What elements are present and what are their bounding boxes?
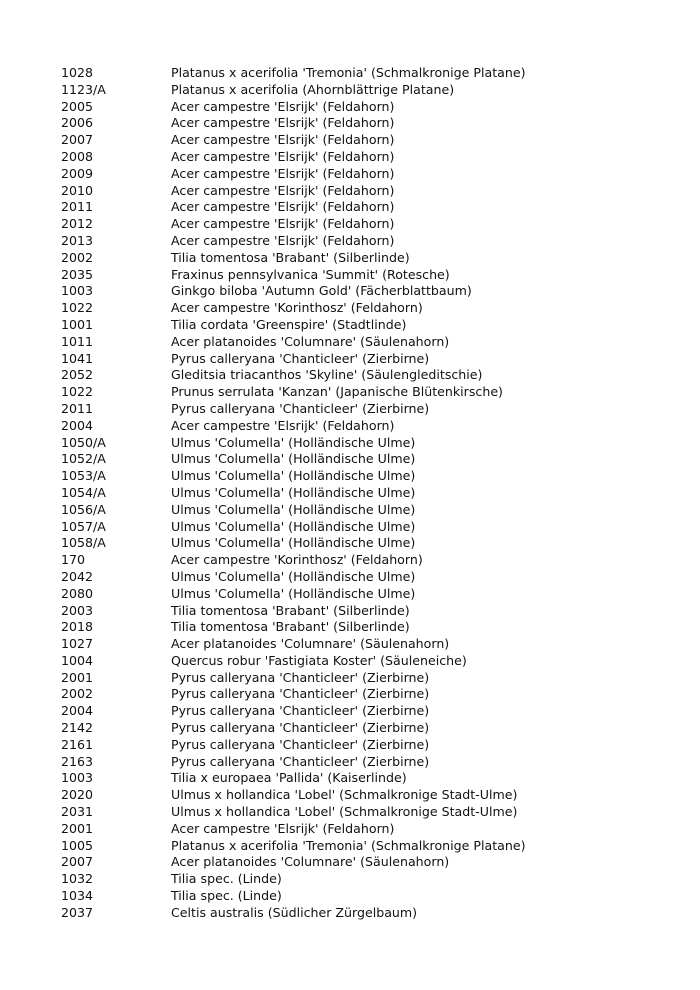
list-item: [61, 132, 681, 149]
tree-species: Celtis australis (Südlicher Zürgelbaum): [171, 904, 418, 920]
tree-id: 1032: [61, 871, 94, 887]
tree-id: 2052: [61, 367, 94, 383]
list-item: [61, 737, 681, 754]
tree-id: 2020: [61, 787, 94, 803]
list-item: [61, 283, 681, 300]
tree-id: 1028: [61, 65, 94, 80]
tree-id: 2080: [61, 585, 94, 601]
list-item: [61, 250, 681, 267]
list-item: [61, 267, 681, 284]
list-item: [61, 300, 681, 317]
tree-species: Platanus x acerifolia (Ahornblättrige Platane): [171, 81, 455, 97]
tree-id: 2007: [61, 854, 94, 870]
tree-id: 170: [61, 552, 86, 568]
tree-species: Acer campestre 'Elsrijk' (Feldahorn): [171, 98, 395, 114]
tree-species: Acer campestre 'Elsrijk' (Feldahorn): [171, 182, 395, 198]
tree-id: 1027: [61, 636, 94, 652]
tree-species: Pyrus calleryana 'Chanticleer' (Zierbirne): [171, 720, 430, 736]
list-item: [61, 418, 681, 435]
tree-id: 2161: [61, 736, 94, 752]
tree-species: Pyrus calleryana 'Chanticleer' (Zierbirne): [171, 686, 430, 702]
list-item: [61, 166, 681, 183]
list-item: [61, 99, 681, 116]
tree-species: Ulmus 'Columella' (Holländische Ulme): [171, 585, 416, 601]
tree-species: Ulmus 'Columella' (Holländische Ulme): [171, 568, 416, 584]
list-item: [61, 65, 681, 82]
tree-id: 2002: [61, 686, 94, 702]
tree-id: 1004: [61, 652, 94, 668]
tree-species: Ulmus x hollandica 'Lobel' (Schmalkronige Stadt-Ulme): [171, 787, 518, 803]
tree-species: Ulmus 'Columella' (Holländische Ulme): [171, 501, 416, 517]
tree-species: Pyrus calleryana 'Chanticleer' (Zierbirne): [171, 350, 430, 366]
list-item: [61, 367, 681, 384]
tree-species: Ulmus 'Columella' (Holländische Ulme): [171, 468, 416, 484]
tree-id: 1052/A: [61, 451, 106, 467]
tree-species: Tilia spec. (Linde): [171, 871, 282, 887]
tree-species: Ginkgo biloba 'Autumn Gold' (Fächerblattbaum): [171, 283, 472, 299]
tree-species: Acer campestre 'Elsrijk' (Feldahorn): [171, 132, 395, 148]
tree-species: Acer campestre 'Elsrijk' (Feldahorn): [171, 417, 395, 433]
tree-id: 2037: [61, 904, 94, 920]
tree-species: Platanus x acerifolia 'Tremonia' (Schmalkronige Platane): [171, 65, 526, 80]
tree-species: Pyrus calleryana 'Chanticleer' (Zierbirne): [171, 753, 430, 769]
list-item: [61, 216, 681, 233]
list-item: [61, 686, 681, 703]
list-item: [61, 384, 681, 401]
tree-id: 1022: [61, 300, 94, 316]
tree-id: 2031: [61, 804, 94, 820]
tree-species: Ulmus 'Columella' (Holländische Ulme): [171, 518, 416, 534]
tree-id: 1050/A: [61, 434, 106, 450]
list-item: [61, 552, 681, 569]
tree-id: 1011: [61, 333, 94, 349]
list-item: [61, 468, 681, 485]
list-item: [61, 653, 681, 670]
tree-species: Pyrus calleryana 'Chanticleer' (Zierbirne): [171, 736, 430, 752]
list-item: [61, 401, 681, 418]
tree-id: 2012: [61, 216, 94, 232]
tree-species: Tilia tomentosa 'Brabant' (Silberlinde): [171, 602, 410, 618]
list-item: [61, 854, 681, 871]
list-item: [61, 804, 681, 821]
tree-species: Tilia cordata 'Greenspire' (Stadtlinde): [171, 316, 407, 332]
list-item: [61, 451, 681, 468]
tree-species: Acer campestre 'Elsrijk' (Feldahorn): [171, 820, 395, 836]
tree-id: 1003: [61, 283, 94, 299]
tree-species: Tilia x europaea 'Pallida' (Kaiserlinde): [171, 770, 407, 786]
tree-species: Acer campestre 'Elsrijk' (Feldahorn): [171, 165, 395, 181]
list-item: [61, 519, 681, 536]
tree-id: 2011: [61, 199, 94, 215]
tree-id: 2142: [61, 720, 94, 736]
tree-species: Ulmus 'Columella' (Holländische Ulme): [171, 434, 416, 450]
list-item: [61, 888, 681, 905]
list-item: [61, 334, 681, 351]
tree-id: 1123/A: [61, 81, 106, 97]
tree-species: Gleditsia triacanthos 'Skyline' (Säulengleditschie): [171, 367, 483, 383]
tree-id: 1005: [61, 837, 94, 853]
list-item: [61, 569, 681, 586]
tree-id: 1054/A: [61, 484, 106, 500]
tree-id: 1034: [61, 888, 94, 904]
tree-species: Pyrus calleryana 'Chanticleer' (Zierbirne): [171, 400, 430, 416]
tree-species: Ulmus 'Columella' (Holländische Ulme): [171, 484, 416, 500]
tree-id: 2004: [61, 703, 94, 719]
list-item: [61, 199, 681, 216]
tree-id: 2007: [61, 132, 94, 148]
list-item: [61, 670, 681, 687]
tree-id: 2011: [61, 400, 94, 416]
tree-species: Ulmus 'Columella' (Holländische Ulme): [171, 535, 416, 551]
tree-species: Pyrus calleryana 'Chanticleer' (Zierbirne): [171, 669, 430, 685]
tree-id: 1003: [61, 770, 94, 786]
list-item: [61, 586, 681, 603]
tree-id: 1056/A: [61, 501, 106, 517]
tree-species: Ulmus 'Columella' (Holländische Ulme): [171, 451, 416, 467]
tree-id: 2009: [61, 165, 94, 181]
list-item: [61, 770, 681, 787]
tree-list: [61, 65, 681, 922]
list-item: [61, 905, 681, 922]
list-item: [61, 535, 681, 552]
tree-species: Pyrus calleryana 'Chanticleer' (Zierbirne): [171, 703, 430, 719]
list-item: [61, 838, 681, 855]
tree-species: Acer platanoides 'Columnare' (Säulenahorn): [171, 333, 450, 349]
tree-species: Acer campestre 'Korinthosz' (Feldahorn): [171, 300, 423, 316]
tree-id: 2010: [61, 182, 94, 198]
list-item: [61, 636, 681, 653]
list-item: [61, 603, 681, 620]
tree-id: 1022: [61, 384, 94, 400]
tree-species: Fraxinus pennsylvanica 'Summit' (Rotesche): [171, 266, 450, 282]
list-item: [61, 619, 681, 636]
tree-species: Prunus serrulata 'Kanzan' (Japanische Blütenkirsche): [171, 384, 503, 400]
tree-id: 1053/A: [61, 468, 106, 484]
tree-id: 2042: [61, 568, 94, 584]
tree-species: Acer campestre 'Elsrijk' (Feldahorn): [171, 148, 395, 164]
tree-id: 2006: [61, 115, 94, 131]
tree-species: Platanus x acerifolia 'Tremonia' (Schmalkronige Platane): [171, 837, 526, 853]
tree-species: Tilia tomentosa 'Brabant' (Silberlinde): [171, 619, 410, 635]
tree-id: 2008: [61, 148, 94, 164]
tree-id: 2163: [61, 753, 94, 769]
list-item: [61, 787, 681, 804]
list-item: [61, 703, 681, 720]
list-item: [61, 871, 681, 888]
tree-id: 2005: [61, 98, 94, 114]
tree-id: 2035: [61, 266, 94, 282]
tree-species: Ulmus x hollandica 'Lobel' (Schmalkronige Stadt-Ulme): [171, 804, 518, 820]
tree-id: 1057/A: [61, 518, 106, 534]
list-item: [61, 82, 681, 99]
tree-species: Acer campestre 'Elsrijk' (Feldahorn): [171, 216, 395, 232]
tree-species: Acer platanoides 'Columnare' (Säulenahorn): [171, 854, 450, 870]
tree-id: 2001: [61, 820, 94, 836]
tree-species: Acer campestre 'Elsrijk' (Feldahorn): [171, 232, 395, 248]
list-item: [61, 502, 681, 519]
list-item: [61, 149, 681, 166]
list-item: [61, 183, 681, 200]
tree-species: Tilia tomentosa 'Brabant' (Silberlinde): [171, 249, 410, 265]
list-item: [61, 754, 681, 771]
tree-id: 2001: [61, 669, 94, 685]
tree-species: Acer campestre 'Elsrijk' (Feldahorn): [171, 199, 395, 215]
list-item: [61, 317, 681, 334]
list-item: [61, 435, 681, 452]
tree-id: 2013: [61, 232, 94, 248]
tree-species: Acer platanoides 'Columnare' (Säulenahorn): [171, 636, 450, 652]
tree-species: Quercus robur 'Fastigiata Koster' (Säuleneiche): [171, 652, 467, 668]
tree-species: Acer campestre 'Korinthosz' (Feldahorn): [171, 552, 423, 568]
tree-species: Tilia spec. (Linde): [171, 888, 282, 904]
tree-species: Acer campestre 'Elsrijk' (Feldahorn): [171, 115, 395, 131]
tree-id: 1001: [61, 316, 94, 332]
tree-id: 2004: [61, 417, 94, 433]
list-item: [61, 351, 681, 368]
tree-id: 1041: [61, 350, 94, 366]
tree-id: 2002: [61, 249, 94, 265]
list-item: [61, 821, 681, 838]
list-item: [61, 485, 681, 502]
tree-id: 1058/A: [61, 535, 106, 551]
list-item: [61, 233, 681, 250]
list-item: [61, 720, 681, 737]
tree-id: 2018: [61, 619, 94, 635]
tree-id: 2003: [61, 602, 94, 618]
list-item: [61, 115, 681, 132]
